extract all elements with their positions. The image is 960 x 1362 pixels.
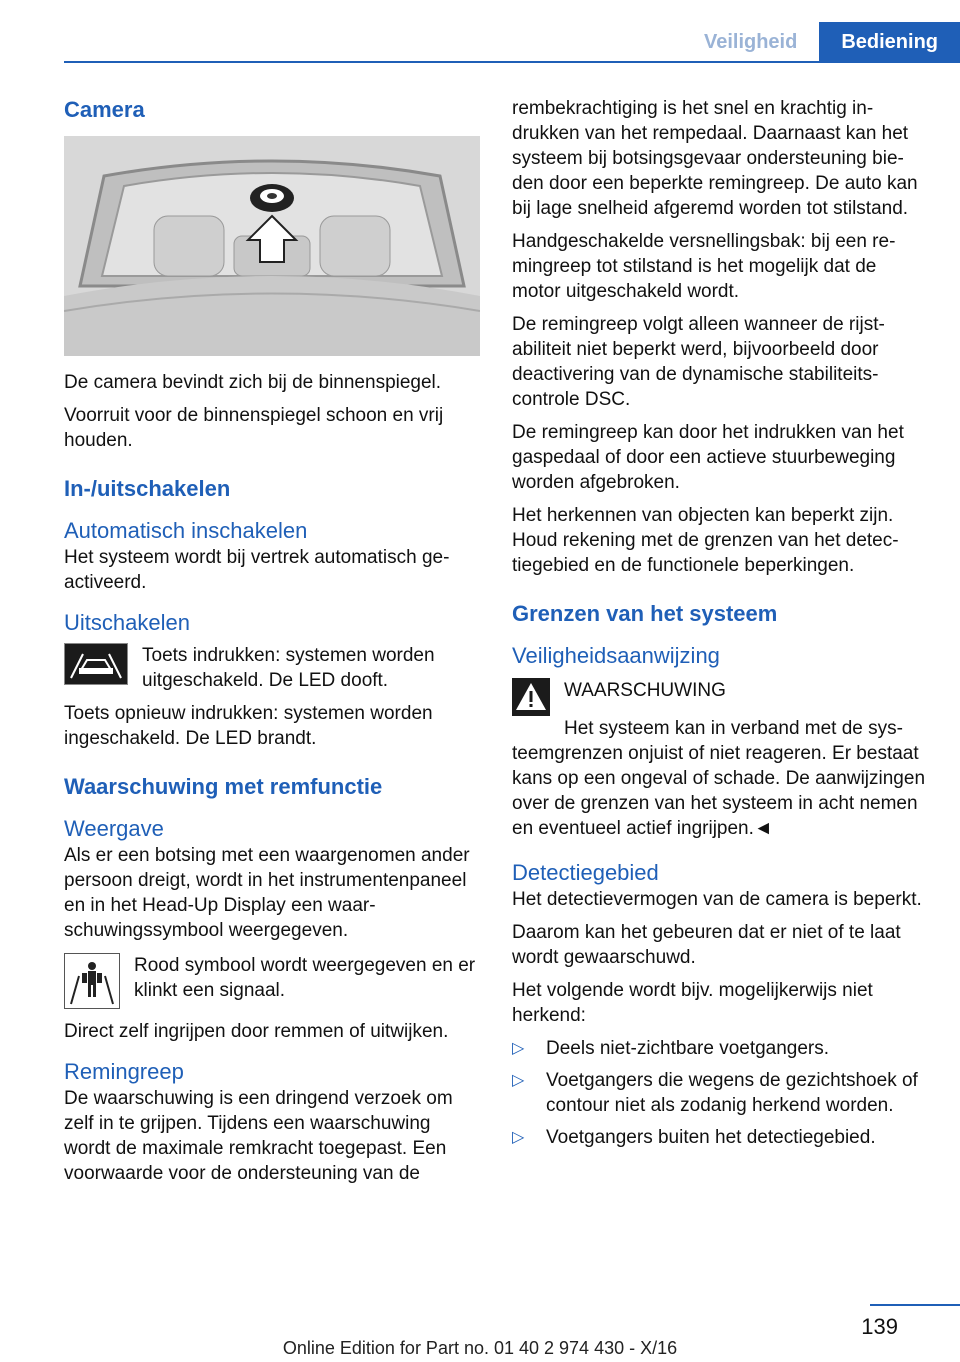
detectie-text-3: Het volgende wordt bijv. mogelijkerwijs niet herkend: xyxy=(512,980,873,1026)
page-number: 139 xyxy=(861,1314,898,1339)
header-tabs xyxy=(682,22,960,62)
bullet-triangle-icon: ▷ xyxy=(512,1129,525,1146)
niet-herkend-list xyxy=(512,1036,928,1150)
heading-detectiegebied: Detectiegebied xyxy=(512,860,659,885)
detectie-text-2: Daarom kan het gebeuren dat er niet of te laat wordt gewaarschuwd. xyxy=(512,922,901,968)
list-item: ▷ Deels niet-zichtbare voetgangers. xyxy=(512,1038,830,1059)
heading-weergave: Weergave xyxy=(64,816,164,841)
heading-veiligheidsaanwijzing: Veiligheidsaanwijzing xyxy=(512,643,720,668)
edition-footer: Online Edition for Part no. 01 40 2 974 430 - X/16 xyxy=(282,1338,678,1358)
handgeschakeld-text: Handgeschakelde versnellingsbak: bij een remingreep tot stilstand is het mogelijk dat de motor uitgeschakeld wordt. xyxy=(512,231,896,302)
footer-rule xyxy=(870,1304,960,1306)
camera-photo xyxy=(64,136,480,356)
warning-label: WAARSCHUWING xyxy=(564,680,726,701)
bullet-triangle-icon: ▷ xyxy=(512,1040,525,1057)
camera-location-text: De camera bevindt zich bij de binnenspiegel. xyxy=(64,372,442,393)
pedestrian-warning-icon xyxy=(64,953,120,1009)
remingreep-stabiliteit-text: De remingreep volgt alleen wanneer de rijstabiliteit niet beperkt werd, bijvoorbeeld door deactivering van de dynamische stabiliteitscontrole DSC. xyxy=(512,314,885,410)
right-column xyxy=(512,96,928,1157)
list-item: ▷ Voetgangers buiten het detectiegebied. xyxy=(512,1127,876,1148)
detectie-text-1: Het detectievermogen van de camera is beperkt. xyxy=(512,889,922,910)
bullet-triangle-icon: ▷ xyxy=(512,1072,525,1089)
heading-remingreep: Remingreep xyxy=(64,1059,184,1084)
warning-triangle-icon xyxy=(512,678,550,716)
heading-camera: Camera xyxy=(64,97,145,122)
header-rule xyxy=(64,61,960,63)
heading-automatisch-inschakelen: Automatisch inschakelen xyxy=(64,518,308,543)
uitschakelen-text: Toets opnieuw indrukken: systemen worden ingeschakeld. De LED brandt. xyxy=(64,703,433,749)
remingreep-afgebroken-text: De remingreep kan door het indrukken van het gaspedaal of door een actieve stuurbeweging worden afgebroken. xyxy=(512,422,904,493)
tab-bediening[interactable]: Bediening xyxy=(819,22,960,62)
herkennen-objecten-text: Het herkennen van objecten kan beperkt zijn. Houd rekening met de grenzen van het detectiegebied en de functionele beperkingen. xyxy=(512,505,899,576)
weergave-text: Als er een botsing met een waargenomen ander persoon dreigt, wordt in het instrumentenpaneel en in het Head-Up Display een waarschuwingssymbool weergegeven. xyxy=(64,845,470,941)
heading-uitschakelen: Uitschakelen xyxy=(64,610,190,635)
heading-in-uitschakelen: In-/uitschakelen xyxy=(64,476,231,501)
uitschakelen-row xyxy=(64,643,480,693)
left-column xyxy=(64,96,480,1194)
rood-symbool-row xyxy=(64,953,480,1009)
heading-grenzen-systeem: Grenzen van het systeem xyxy=(512,601,778,626)
rood-symbool-text: Rood symbool wordt weergegeven en er klinkt een signaal. xyxy=(134,955,476,1001)
remingreep-text: De waarschuwing is een dringend verzoek om zelf in te grijpen. Tijdens een waarschuwing wordt de maximale remkracht toegepast. Een voorwaarde voor de ondersteuning van de xyxy=(64,1088,453,1184)
collision-warning-button-icon xyxy=(64,643,128,685)
direct-ingrijpen-text: Direct zelf ingrijpen door remmen of uitwijken. xyxy=(64,1021,449,1042)
camera-clean-text: Voorruit voor de binnenspiegel schoon en vrij houden. xyxy=(64,405,444,451)
list-item: ▷ Voetgangers die wegens de gezichtshoek of contour niet als zodanig herkend worden. xyxy=(512,1070,918,1116)
rembekrachtiging-text: rembekrachtiging is het snel en krachtig indrukken van het rempedaal. Daarnaast kan het systeem bij botsingsgevaar ondersteuning bieden door een beperkte remingreep. De auto kan bij lage snelheid afgeremd worden tot stilstand. xyxy=(512,98,918,219)
uitschakelen-icon-text: Toets indrukken: systemen worden uitgeschakeld. De LED dooft. xyxy=(142,645,435,691)
tab-veiligheid[interactable]: Veiligheid xyxy=(682,22,819,62)
heading-waarschuwing-remfunctie: Waarschuwing met remfunctie xyxy=(64,774,383,799)
warning-text: Het systeem kan in verband met de systeemgrenzen onjuist of niet reageren. Er bestaat kans op een ongeval of schade. De aanwijzingen over de grenzen van het systeem in acht nemen en eventueel actief ingrijpen.◄ xyxy=(512,718,926,839)
warning-row xyxy=(512,678,928,716)
auto-inschakelen-text: Het systeem wordt bij vertrek automatisch geactiveerd. xyxy=(64,547,450,593)
